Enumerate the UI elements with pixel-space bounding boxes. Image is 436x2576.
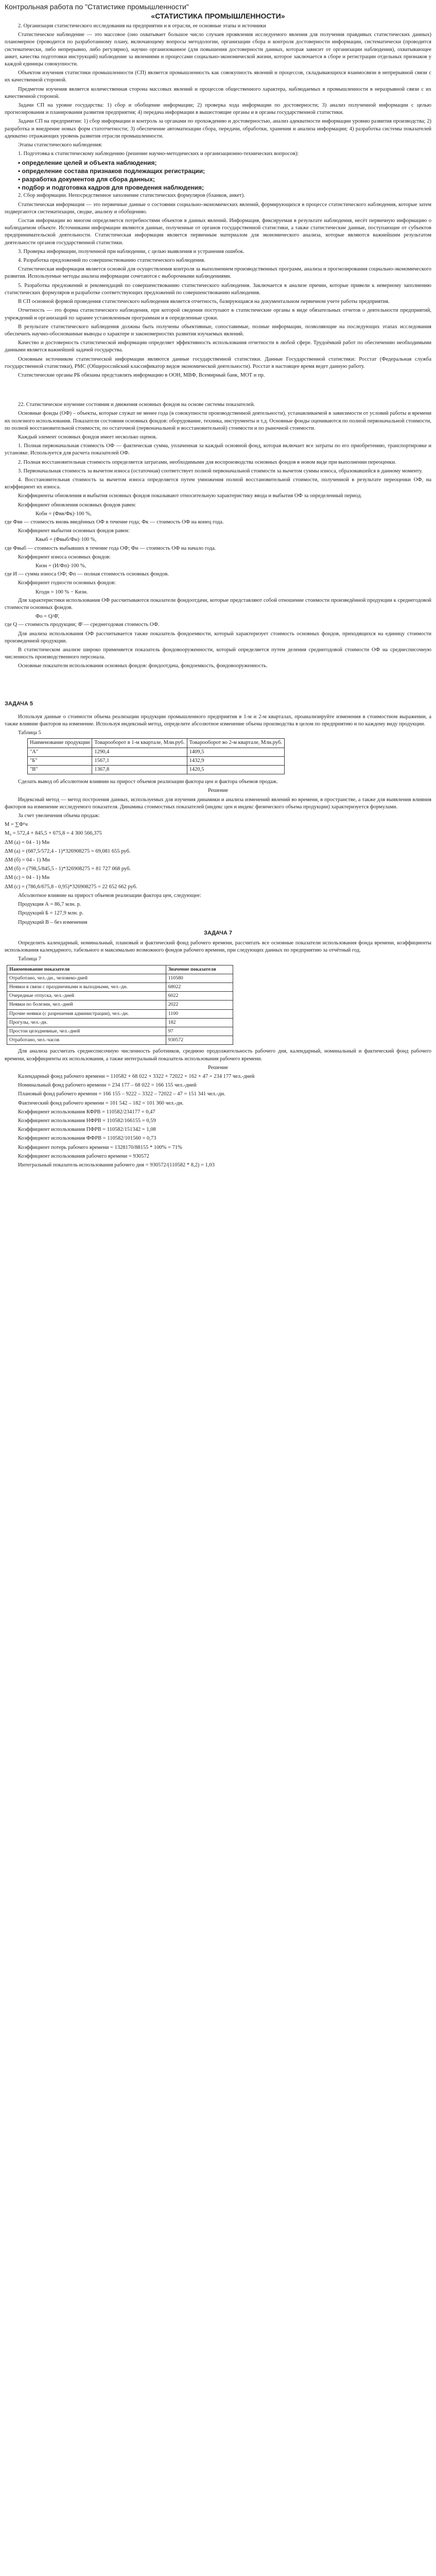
theory-paragraph: 1. Подготовка к статистическому наблюдению (решение научно-методических и организационно-технических вопросов): (18, 151, 299, 157)
table-header-cell: Товарооборот во 2-м квартале, Млн.руб. (187, 739, 284, 748)
formula-note: где Q — стоимость продукции; Ф̄ — среднегодовая стоимость ОФ. (5, 622, 160, 628)
block22-paragraph: Основные фонды (ОФ) – объекты, которые служат не менее года (в совокупности производственной деятельности), устанавливаемой в зависимости от условий работы и времени их полезного использования. Показатели состояния основных фондов: оборудование, техника, инструменты и т.д. Основные фонды оцениваются по полной первоначальной стоимости, по полной восстановительной стоимости, по остаточной (первоначальной и восстановительной) стоимости и по рыночной стоимости. (5, 411, 431, 431)
table-header-row (28, 739, 285, 748)
task5-result: Продукций Б = 127,9 млн. р. (18, 910, 84, 917)
calc-line: ΔМ (а) = 04 - 1) Мн (5, 839, 50, 845)
calc-line: М = ∑Ф¹ч (5, 822, 28, 828)
table-row (7, 1036, 233, 1045)
block22-paragraph: Для характеристики использования ОФ рассчитываются показатели фондоотдачи, которые представляют собой отношение стоимости произведённой продукции к среднегодовой стоимости основных фондов. (5, 597, 431, 611)
theory-paragraph: 3. Проверка информации, полученной при наблюдении, с целью выявления и устранения ошибок. (18, 248, 245, 255)
table-cell: 97 (166, 1027, 233, 1036)
block22-paragraph: Коэффициент годности основных фондов: (18, 580, 116, 586)
table-cell: Очередные отпуска, чел.-дней (7, 992, 166, 1001)
theory-heading: 2. Организация статистического исследования на предприятии и в отрасли, ее основные этапы и источники (18, 23, 266, 29)
theory-paragraph: Отчетность — это форма статистического наблюдения, при которой сведения поступают в статистические органы в виде обязательных отчетов о деятельности предприятий, учреждений и организаций по заранее установленным программам и в определенные сроки. (5, 308, 431, 321)
bullet-item: • разработка документов для сбора данных; (18, 176, 431, 183)
block22-heading: 22. Статистическое изучение состояния и движения основных фондов на основе системы показателей. (18, 402, 255, 408)
bullet-item: • подбор и подготовка кадров для проведения наблюдения; (18, 184, 431, 192)
formula: Кобн = (Фвв/Фк)·100 %, (36, 511, 92, 517)
table-row (28, 748, 285, 756)
task5-conclusion: Абсолютное влияние на прирост объемов реализации фактора цен, следующее: (18, 892, 201, 899)
calc-line: ΔМ (с) = (786,6/675,8 - 0,95)*326908275 = 22 652 662 руб. (5, 884, 137, 890)
theory-paragraph: Задачи СП на уровне государства: 1) сбор и обобщение информации; 2) проверка хода информации по достоверности; 3) анализ полученной информации с целью прогнозирования и планирования развития предприятия; 4) передача информации в вышестоящие органы и в органы государственной статистики. (5, 103, 431, 116)
block22-paragraph: Каждый элемент основных фондов имеет несколько оценок. (18, 434, 158, 440)
table-row (7, 982, 233, 991)
calc-line: Коэффициент потерь рабочего времени = 1328170/88155 * 100% = 71% (18, 1144, 182, 1150)
theory-paragraph: В СП основной формой проведения статистического наблюдения является отчетность, базирующаяся на документальном первичном учете работы предприятия. (18, 299, 390, 305)
bullet-item: • определение состава признаков подлежащих регистрации; (18, 167, 431, 175)
table-cell: 110580 (166, 974, 233, 982)
block22-paragraph: Коэффициент выбытия основных фондов равен: (18, 528, 130, 534)
task5-solution-text: Индексный метод — метод построения данных, используемых для изучения динамики и анализа изменений явлений во времени, в пространстве, а также для выявления влияния факторов на изменение исследуемого показателя. Динамика стоимостных показателей (индекс цен и индекс физического объема продукции) характеризуется формулами. (5, 796, 431, 810)
theory-paragraph: Состав информации во многом определяется потребностями объектов в данных явлений. Информация, фиксируемая в результате наблюдения, несёт первичную информацию о наблюдаемом объекте. Источниками информации являются данные, полученные от органов государственной статистики, а также статистические данные, поступающие от субъектов предпринимательской деятельности. Статистическая информация является первичным материалом для экономического анализа, которые являются важнейшим результатом деятельности органов государственной статистики. (5, 218, 431, 246)
table-cell: "А" (28, 748, 92, 756)
table-cell: Прогулы, чел.-дн. (7, 1018, 166, 1027)
table-cell: 2022 (166, 1001, 233, 1009)
table-row (7, 1027, 233, 1036)
formula: Кизн = (И/Фп)·100 %, (36, 563, 86, 569)
table-cell: Неявки в связи с праздничными и выходными, чел.-дн. (7, 982, 166, 991)
calc-line: Коэффициент использования ФФРВ = 110582/101560 = 0,73 (18, 1136, 156, 1142)
theory-paragraph: Статистическое наблюдение — это массовое (оно охватывает большое число случаев проявления исследуемого явления для получения правдивых статистических данных) планомерное (проводится по разработанному плану, включающему вопросы методологии, организации сбора и контроля достоверности информации, систематически (проводится систематически, либо непрерывно, либо регулярно), научно организованное (для повышения достоверности данных, которая зависит от организации наблюдения), охватывающее анкет, качества подготовки инструкций) наблюдение за явлениями и процессами социально-экономической жизни, которое заключается в сборе и регистрации отдельных признаков у каждой единицы совокупности. (5, 32, 431, 67)
table-cell: 1567,1 (92, 756, 187, 765)
document-title: Контрольная работа по "Статистике промышленности" (5, 3, 189, 11)
calc-line: ΔМ (а) = (687,5/572,4 - 1)*326908275 = 69,081 655 руб. (5, 848, 131, 854)
task7-heading: ЗАДАЧА 7 (203, 929, 233, 936)
block22-paragraph: Коэффициенты обновления и выбытия основных фондов показывают относительную характеристику ввода и выбытия ОФ за определенный период. (18, 493, 362, 499)
task7-text: Определить календарный, номинальный, плановый и фактический фонд рабочего времени, рассчитать все основные показатели использования фонда времени, коэффициенты использования календарного, табельного и максимально возможного фондов рабочего времени, при следующих данных по предприятию за отчётный год. (5, 940, 431, 954)
table-header-cell: Значение показателя (166, 965, 233, 974)
table-row (7, 1009, 233, 1018)
document-subtitle: «СТАТИСТИКА ПРОМЫШЛЕННОСТИ» (151, 12, 285, 20)
task7-table (7, 965, 233, 1045)
formula-note: где Фвв — стоимость вновь введённых ОФ в течение года; Фк — стоимость ОФ на конец года. (5, 519, 224, 525)
theory-paragraph: 2. Сбор информации. Непосредственное заполнение статистических формуляров (бланков, анкет). (18, 193, 245, 199)
table-cell: "В" (28, 766, 92, 774)
block22-paragraph: В статистическом анализе широко применяется показатель фондовооруженности, который определяется путем деления среднегодовой стоимости ОФ на среднесписочную численность производственного персонала. (5, 647, 431, 660)
calc-line: Плановый фонд рабочего времени = 166 155 – 9222 – 3322 – 72022 – 47 = 151 341 чел.-дн. (18, 1091, 225, 1097)
calc-line: Фактический фонд рабочего времени = 101 542 – 182 = 101 360 чел.-дн. (18, 1100, 184, 1106)
table-cell: 6022 (166, 992, 233, 1001)
table-cell: 1409,5 (187, 748, 284, 756)
calc-line: Интегральный показатель использования рабочего дня = 930572/(110582 * 8,2) = 1,03 (18, 1162, 215, 1168)
table-row (7, 992, 233, 1001)
task5-result: Продукция А = 86,7 млн. р. (18, 902, 81, 908)
table-cell: Отработано, чел.-дн., человеко-дней (7, 974, 166, 982)
table-header-row (7, 965, 233, 974)
task5-calc-intro: За счет увеличения объема продаж: (18, 813, 100, 819)
task5-after-table: Сделать вывод об абсолютном влиянии на прирост объемов реализации фактора цен и фактора объемов продаж. (18, 779, 278, 785)
table-cell: 1420,5 (187, 766, 284, 774)
document-page (0, 0, 436, 1180)
formula-note: где Фвыб — стоимость выбывших в течение года ОФ; Фн — стоимость ОФ на начало года. (5, 545, 216, 551)
theory-paragraph: Статистические органы РБ обязаны представлять информацию в ООН, МВФ, Всемирный банк, МОТ и пр. (18, 372, 265, 378)
table-cell: Прочие неявки (с разрешения администрации), чел.-дн. (7, 1009, 166, 1018)
calc-line: ΔМ (с) = 04 - 1) Мн (5, 875, 50, 881)
task7-table-caption: Таблица 7 (18, 956, 41, 962)
table-cell: 1290,4 (92, 748, 187, 756)
task5-text: Используя данные о стоимости объема реализации продукции промышленного предприятия в 1-м и 2-м кварталах, проанализируйте изменения в стоимостном выражении, а также влияние факторов на изменение. Используя индексный метод, определите абсолютное изменение объема производства в целом по предприятию и по каждому виду продукции. (5, 714, 431, 727)
calc-line: ΔМ (б) = 04 - 1) Мн (5, 857, 50, 863)
table-cell: Отработано, чел.-часов (7, 1036, 166, 1045)
block22-paragraph: 2. Полная восстановительная стоимость определяется затратами, необходимыми для воспроизводства основных фондов в новом виде при выполнении переоценки. (18, 459, 396, 465)
block22-paragraph: Основные показатели использования основных фондов: фондоотдача, фондоемкость, фондовооруженность. (18, 663, 268, 669)
table-row (28, 766, 285, 774)
task7-solution-label: Решение (207, 1064, 228, 1071)
theory-paragraph: Качество и достоверность статистической информации определяет эффективность использования отчетности в любой сфере. Трудоёмкий работ по обеспечению необходимыми данными является важнейшей задачей государства. (5, 340, 431, 353)
task5-table (27, 738, 285, 774)
formula-note: где И — сумма износа ОФ; Фп — полная стоимость основных фондов. (5, 571, 169, 578)
table-header-cell: Наименование показателя (7, 965, 166, 974)
formula: Фо = Q/Ф̄, (36, 614, 60, 620)
theory-paragraph: Предметом изучения является количественная сторона массовых явлений и процессов общественного характера, наблюдаемых в промышленности в неразрывной связи с их качественной стороной. (5, 86, 431, 99)
task5-solution-label: Решение (207, 788, 228, 794)
calc-line: Коэффициент использования ПФРВ = 110582/151342 = 1,08 (18, 1127, 156, 1133)
theory-paragraph: Задачи СП на предприятии: 1) сбор информации и контроль за органами по прохождению и достоверностью, анализ адекватности информации уровню развития производства; 2) разработка и внедрение новых форм статотчетности; 3) обеспечение автоматизации сбора, передачи, обработки, хранения и анализа информации; 4) разработка системы показателей адекватно отражающих уровень развития отрасли промышленности. (5, 118, 431, 139)
theory-paragraph: Статистическая информация — это первичные данные о состоянии социально-экономических явлений, формирующихся в процессе статистического наблюдения, которые затем подвергаются систематизации, сводке, анализу и обобщению. (5, 201, 431, 215)
table-cell: Простои целодневные, чел.-дней (7, 1027, 166, 1036)
block22-paragraph: 3. Первоначальная стоимость за вычетом износа (остаточная) соответствует полной первоначальной стоимости за вычетом суммы износа, образовавшейся в данному моменту. (18, 468, 423, 474)
block22-paragraph: 1. Полная первоначальная стоимость ОФ — фактическая сумма, уплаченная за каждый основной фонд, которая включает все затраты по его приобретению, транспортировке и установке. Используется для расчета показателей ОФ. (5, 443, 431, 456)
theory-paragraph: Статистическая информация является основой для осуществления контроля за выполнением производственных программ, анализа и прогнозирования социально-экономического развития. Используемые методы анализа информации сочетаются с выборочными наблюдениями. (5, 266, 431, 280)
table-cell: 68022 (166, 982, 233, 991)
table-row (7, 1018, 233, 1027)
table-cell: 182 (166, 1018, 233, 1027)
table-cell: 1100 (166, 1009, 233, 1018)
table-cell: 1367,8 (92, 766, 187, 774)
table-header-cell: Товарооборот в 1-м квартале, Млн.руб. (92, 739, 187, 748)
calc-line: Номинальный фонд рабочего времени = 234 177 – 68 022 = 166 155 чел.-дней (18, 1082, 197, 1089)
calc-line: М₀ = 572,4 + 845,5 + 675,8 = 4 300 566,375 (5, 831, 102, 837)
block22-paragraph: 4. Восстановительная стоимость за вычетом износа определяется путем умножения полной восстановительной стоимости, полученной в результате переоценки ОФ, на коэффициент их износа. (5, 477, 431, 490)
theory-paragraph: 5. Разработка предложений и рекомендаций по совершенствованию статистического наблюдения. Заключается в анализе причин, которые привели к неверному заполнению статистических формуляров и разработке соответствующих предложений по совершенствованию наблюдения. (5, 282, 431, 296)
calc-line: Коэффициент использования КФРВ = 110582/234177 = 0,47 (18, 1109, 155, 1115)
table-cell: Неявки по болезни, чел.-дней (7, 1001, 166, 1009)
block22-paragraph: Коэффициент износа основных фондов: (18, 554, 111, 560)
table-row (7, 974, 233, 982)
calc-line: ΔМ (б) = (798,5/845,5 - 1)*326908275 = 81 727 068 руб. (5, 866, 131, 872)
table-row (7, 1001, 233, 1009)
theory-paragraph: В результате статистического наблюдения должны быть получены объективные, сопоставимые, полные информации, позволяющие на последующих этапах исследования обеспечить научно-обоснованные выводы о характере и закономерностях развития изучаемых явлений. (5, 324, 431, 337)
theory-paragraph: Основным источником статистической информации являются данные государственной статистики. Данные Государственной статистики: Росстат (Федеральная служба государственной статистики), РМС (Общероссийский классификатор видов экономической деятельности). Росстат в настоящее время ведет данную работу. (5, 356, 431, 369)
theory-paragraph: Этапы статистического наблюдения: (18, 142, 102, 148)
theory-paragraph: Объектом изучения статистики промышленности (СП) является промышленность как совокупность явлений и процессов, складывающихся взаимосвязи в непрерывной связи с их качественной стороной. (5, 70, 431, 83)
calc-line: Коэффициент использования НФРВ = 110582/166155 = 0,59 (18, 1117, 156, 1124)
table-header-cell: Наименование продукции (28, 739, 92, 748)
task5-result: Продукций В – без изменения (18, 919, 88, 925)
theory-paragraph: 4. Разработка предложений по совершенствованию статистического наблюдения. (18, 258, 205, 264)
table-cell: 1432,9 (187, 756, 284, 765)
task5-table-caption: Таблица 5 (18, 730, 41, 736)
table-cell: "Б" (28, 756, 92, 765)
document-header (5, 2, 431, 21)
table-cell: 930572 (166, 1036, 233, 1045)
task7-text2: Для анализа рассчитать среднесписочную численность работников, среднюю продолжительность рабочего дня, календарный, номинальный и фактический фонд рабочего времени, коэффициенты их использования, а также интегральный показатель использования рабочего времени. (5, 1048, 431, 1062)
block22-paragraph: Коэффициент обновления основных фондов равен: (18, 502, 136, 508)
formula: Кгодн = 100 % − Кизн. (36, 589, 88, 595)
calc-line: Календарный фонд рабочего времени = 110582 + 68 022 + 3322 + 72022 + 162 + 47 = 234 177 чел.-дней (18, 1073, 255, 1079)
block22-paragraph: Для анализа использования ОФ рассчитывается также показатель фондоемкости, который характеризует стоимость основных фондов, приходящихся на единицу стоимости произведенной продукции. (5, 631, 431, 644)
calc-line: Коэффициент использования рабочего времени = 930572 (18, 1153, 149, 1159)
formula: Квыб = (Фвыб/Фн)·100 %, (36, 537, 97, 543)
bullet-item: • определение целей и объекта наблюдения; (18, 159, 431, 167)
task5-heading: ЗАДАЧА 5 (5, 700, 33, 707)
table-row (28, 756, 285, 765)
